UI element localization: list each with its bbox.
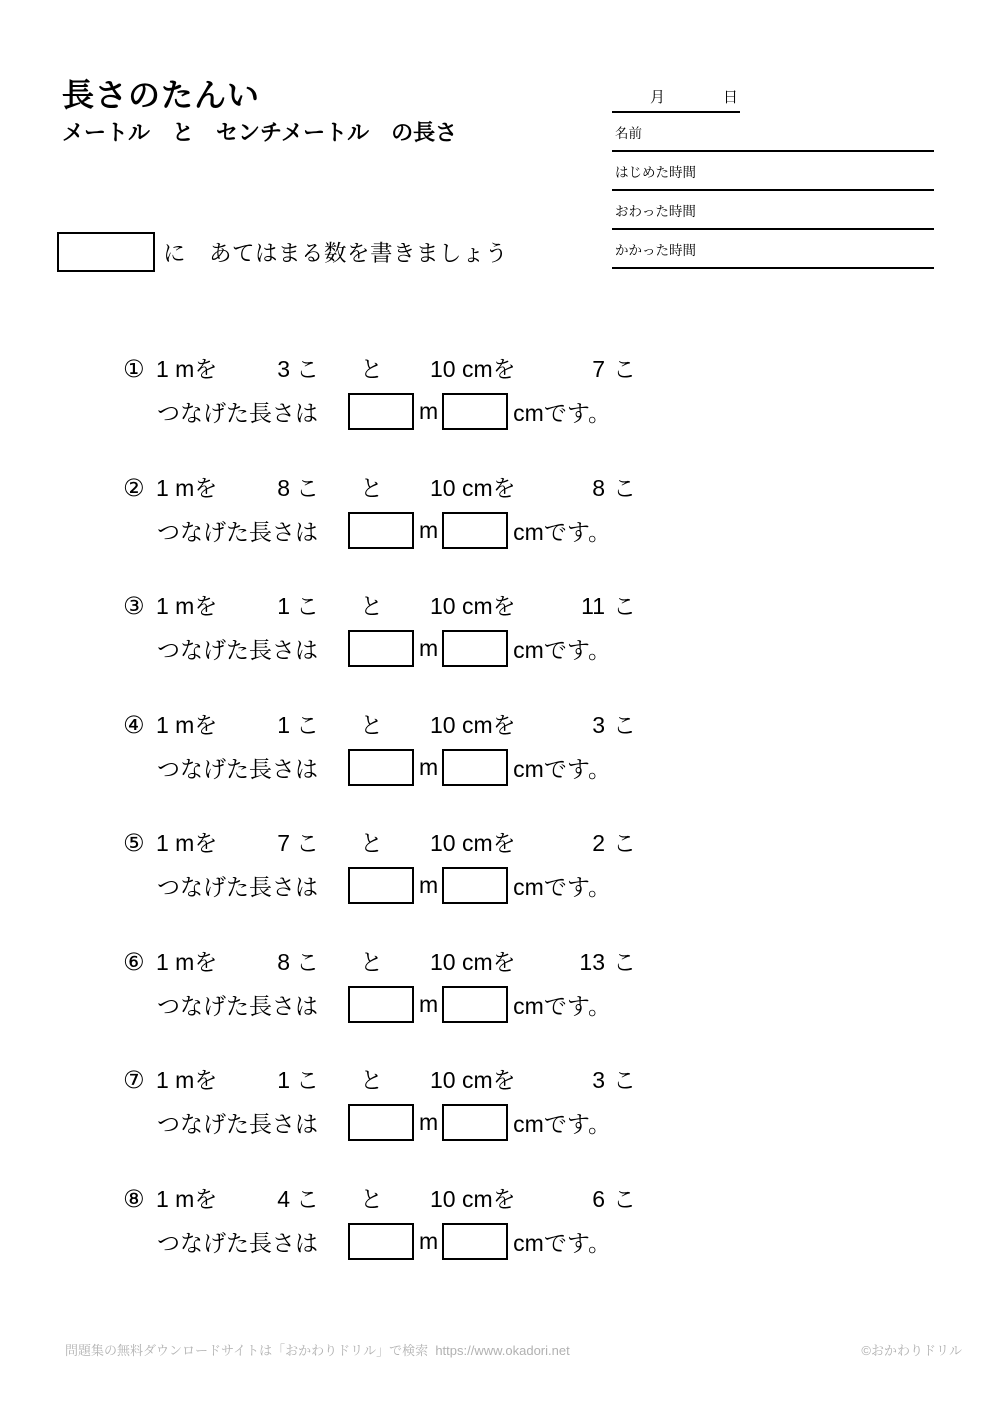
name-time-form [612, 82, 934, 269]
date-row [612, 82, 740, 113]
elapsed-time-field[interactable] [612, 230, 934, 269]
meter-count: 4 [277, 1186, 290, 1212]
answer-line: つなげた長さは m cmです。 [123, 865, 863, 905]
cm-unit-label: cmです。 [513, 755, 611, 782]
answer-box-m[interactable] [348, 630, 414, 667]
cm-count: 8 [592, 475, 605, 501]
cm-unit-label: cmです。 [513, 636, 611, 663]
m-unit-label: m [419, 397, 439, 424]
answer-box-cm[interactable] [442, 1223, 508, 1260]
problem-number: ⑥ [123, 949, 145, 976]
answer-box-cm[interactable] [442, 1104, 508, 1141]
problem-number: ③ [123, 593, 145, 620]
meter-count: 1 [277, 1067, 290, 1093]
page-title: 長さのたんい [62, 77, 261, 113]
cm-count: 11 [581, 593, 605, 619]
cm-unit-label: cmです。 [513, 518, 611, 545]
problem-4 [123, 707, 863, 787]
m-unit-label: m [419, 753, 439, 780]
problem-1 [123, 351, 863, 431]
problem-statement: ① 1 mを 3 こ と 10 cmを 7 こ [123, 351, 863, 387]
problem-number: ① [123, 356, 145, 383]
name-label: 名前 [615, 125, 642, 141]
meter-count: 7 [277, 830, 290, 856]
cm-unit-label: cmです。 [513, 873, 611, 900]
month-label: 月 [650, 89, 666, 106]
start-time-label: はじめた時間 [615, 164, 696, 180]
m-unit-label: m [419, 1108, 439, 1135]
cm-unit-label: cmです。 [513, 399, 611, 426]
answer-box-m[interactable] [348, 749, 414, 786]
problem-number: ② [123, 475, 145, 502]
problem-3 [123, 588, 863, 668]
cm-count: 2 [592, 830, 605, 856]
problem-statement: ③ 1 mを 1 こ と 10 cmを 11 こ [123, 588, 863, 624]
m-unit-label: m [419, 1227, 439, 1254]
m-unit-label: m [419, 516, 439, 543]
answer-box-m[interactable] [348, 393, 414, 430]
problem-5 [123, 825, 863, 905]
problem-number: ⑧ [123, 1186, 145, 1213]
instruction-text: に あてはまる数を書きましょう [163, 241, 509, 266]
problem-2 [123, 470, 863, 550]
answer-box-m[interactable] [348, 1104, 414, 1141]
start-time-field[interactable] [612, 152, 934, 191]
answer-line: つなげた長さは m cmです。 [123, 747, 863, 787]
answer-box-m[interactable] [348, 512, 414, 549]
problem-statement: ⑤ 1 mを 7 こ と 10 cmを 2 こ [123, 825, 863, 861]
answer-box-cm[interactable] [442, 867, 508, 904]
answer-line: つなげた長さは m cmです。 [123, 391, 863, 431]
answer-box-cm[interactable] [442, 986, 508, 1023]
instruction [57, 232, 508, 272]
answer-line: つなげた長さは m cmです。 [123, 1102, 863, 1142]
m-unit-label: m [419, 990, 439, 1017]
page-subtitle: メートル と センチメートル の長さ [62, 120, 458, 145]
day-label: 日 [723, 89, 739, 106]
end-time-label: おわった時間 [615, 203, 696, 219]
problem-statement: ⑧ 1 mを 4 こ と 10 cmを 6 こ [123, 1181, 863, 1217]
answer-line: つなげた長さは m cmです。 [123, 984, 863, 1024]
problem-8 [123, 1181, 863, 1261]
meter-count: 1 [277, 593, 290, 619]
instruction-example-box [57, 232, 155, 272]
footer-copyright: ©おかわりドリル [861, 1343, 962, 1358]
answer-box-cm[interactable] [442, 393, 508, 430]
meter-count: 3 [277, 356, 290, 382]
answer-line: つなげた長さは m cmです。 [123, 1221, 863, 1261]
cm-count: 6 [592, 1186, 605, 1212]
answer-box-cm[interactable] [442, 512, 508, 549]
answer-box-cm[interactable] [442, 630, 508, 667]
cm-count: 3 [592, 1067, 605, 1093]
answer-line: つなげた長さは m cmです。 [123, 510, 863, 550]
cm-count: 3 [592, 712, 605, 738]
m-unit-label: m [419, 871, 439, 898]
problem-statement: ② 1 mを 8 こ と 10 cmを 8 こ [123, 470, 863, 506]
answer-box-m[interactable] [348, 867, 414, 904]
cm-unit-label: cmです。 [513, 1110, 611, 1137]
problem-number: ⑤ [123, 830, 145, 857]
cm-count: 13 [579, 949, 605, 975]
meter-count: 8 [277, 949, 290, 975]
answer-line: つなげた長さは m cmです。 [123, 628, 863, 668]
answer-box-cm[interactable] [442, 749, 508, 786]
problem-number: ④ [123, 712, 145, 739]
m-unit-label: m [419, 634, 439, 661]
problem-6 [123, 944, 863, 1024]
cm-unit-label: cmです。 [513, 1229, 611, 1256]
answer-box-m[interactable] [348, 986, 414, 1023]
meter-count: 1 [277, 712, 290, 738]
elapsed-time-label: かかった時間 [615, 242, 696, 258]
end-time-field[interactable] [612, 191, 934, 230]
answer-box-m[interactable] [348, 1223, 414, 1260]
problem-statement: ⑦ 1 mを 1 こ と 10 cmを 3 こ [123, 1062, 863, 1098]
problem-statement: ⑥ 1 mを 8 こ と 10 cmを 13 こ [123, 944, 863, 980]
cm-unit-label: cmです。 [513, 992, 611, 1019]
problem-number: ⑦ [123, 1067, 145, 1094]
footer-site-info: 問題集の無料ダウンロードサイトは「おかわりドリル」で検索 https://www.okadori.net [65, 1343, 570, 1358]
name-field[interactable] [612, 113, 934, 152]
meter-count: 8 [277, 475, 290, 501]
problem-statement: ④ 1 mを 1 こ と 10 cmを 3 こ [123, 707, 863, 743]
cm-count: 7 [592, 356, 605, 382]
problem-7 [123, 1062, 863, 1142]
